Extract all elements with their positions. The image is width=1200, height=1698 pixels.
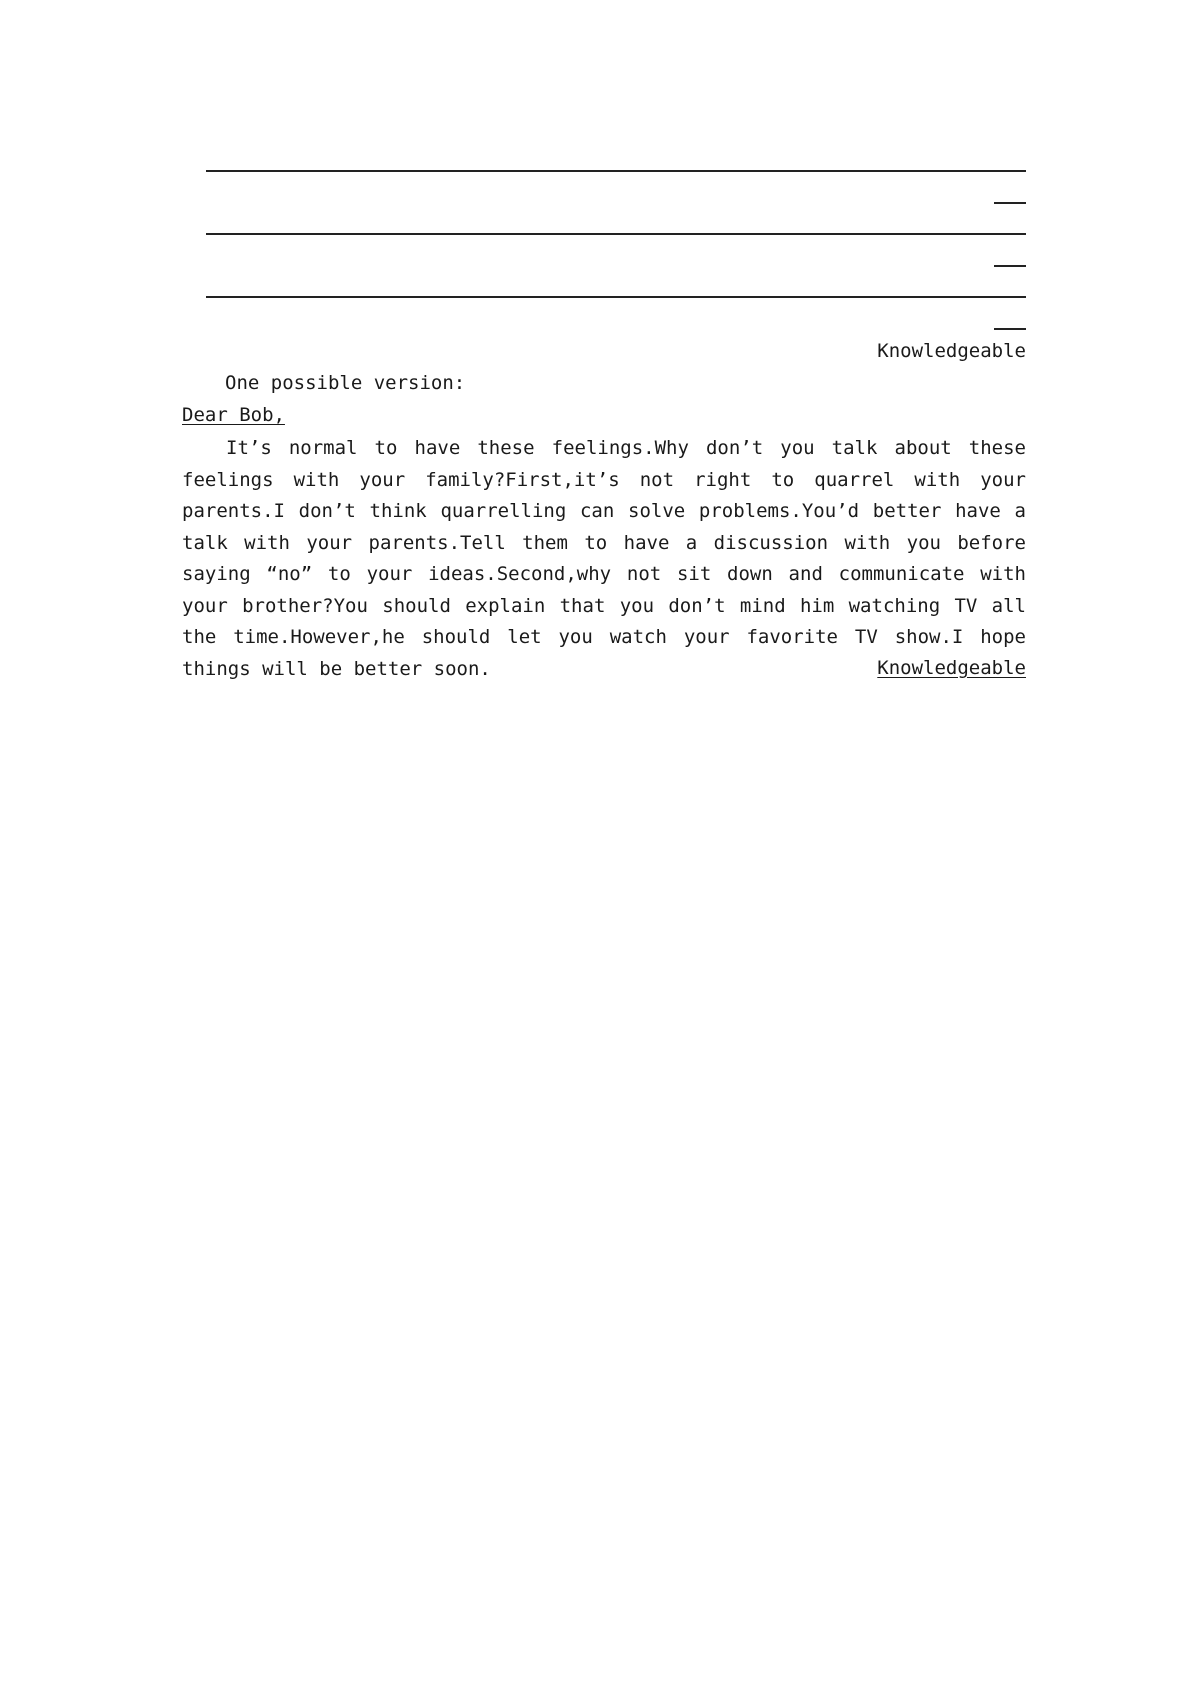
answer-blank-line-1 [206, 170, 1026, 172]
answer-blank-tail-2 [994, 265, 1026, 267]
answer-blank-tail-3 [994, 328, 1026, 330]
intro-line: One possible version: [225, 372, 466, 394]
answer-blank-line-3 [206, 296, 1026, 298]
watermark-top: Knowledgeable [877, 340, 1026, 362]
watermark-bottom: Knowledgeable [877, 657, 1026, 679]
answer-blank-tail-1 [994, 202, 1026, 204]
salutation: Dear Bob, [182, 404, 285, 426]
answer-blank-line-2 [206, 233, 1026, 235]
letter-body: It’s normal to have these feelings.Why don’t you talk about these feelings with your family?First,it’s not right to quarrel with your parents.I don’t think quarrelling can solve problems.You’d better have a talk with your parents.Tell them to have a discussion with you before saying “no” to your ideas.Second,why not sit down and communicate with your brother?You should explain that you don’t mind him watching TV all the time.However,he should let you watch your favorite TV show.I hope things will be better soon. [182, 437, 1026, 680]
